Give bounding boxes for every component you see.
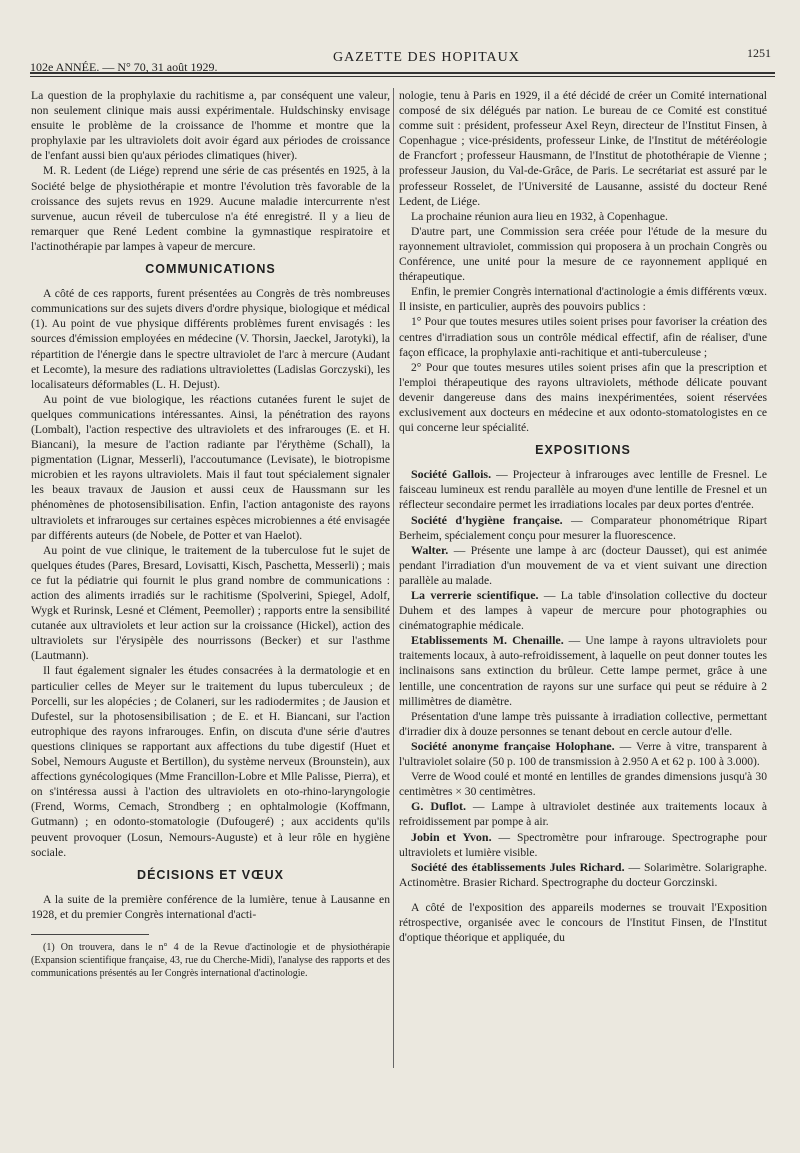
exhibit-entry: Etablissements M. Chenaille. — Une lampe à rayons ultraviolets pour traitements locaux, à auto-refroidissement, à laquelle on peut donner toutes les inclinaisons sans extinction du brûleur. Cette lampe permet, grâce à une lentille, une concentration de rayons sur une surface qui peut se réduire à 2 millimètres de diamètre. <box>399 633 767 708</box>
exhibit-entry: Walter. — Présente une lampe à arc (docteur Dausset), qui est animée pendant l'irradiation d'un mouvement de va et vient suivant une direction parallèle au malade. <box>399 542 767 587</box>
paragraph: A côté de ces rapports, furent présentées au Congrès de très nombreuses communications sur des sujets divers d'ordre physique, biologique et médical (1). Au point de vue physique différents problèmes furent envisagés : les sources d'émission employées en médecine (V. Thorsin, Jaeckel, Jarotyki), la répartition de l'énergie dans le spectre ultraviolet de l'arc à mercure (Audant et Lecomte), la mesure des radiations ultraviolettes (Ladislas Gorczyski), les localisateurs déformables (L. H. Dejust). <box>31 287 390 391</box>
section-heading-decisions: DÉCISIONS ET VŒUX <box>137 867 284 882</box>
right-column <box>399 88 767 945</box>
exhibitor-name: Société d'hygiène française. <box>411 512 563 527</box>
paragraph: Présentation d'une lampe très puissante à irradiation collective, permettant d'irradier dix à douze personnes se tenant debout en cercle autour d'elle. <box>399 709 767 738</box>
exhibit-entry: Société d'hygiène française. — Comparateur phonométrique Ripart Berheim, spécialement conçu pour mesurer la fluorescence. <box>399 512 767 542</box>
paragraph: La prochaine réunion aura lieu en 1932, à Copenhague. <box>411 209 668 223</box>
exhibit-entry: Société des établissements Jules Richard. — Solarimètre. Solarigraphe. Actinomètre. Brasier Richard. Spectrographe du docteur Gorczinski. <box>399 859 767 889</box>
exhibitor-name: Société anonyme française Holophane. <box>411 738 615 753</box>
section-heading-communications: COMMUNICATIONS <box>145 262 276 277</box>
page-header <box>30 42 775 74</box>
exhibitor-name: Walter. <box>411 542 449 557</box>
exhibit-entry: Jobin et Yvon. — Spectromètre pour infrarouge. Spectrographe pour ultraviolets et lumière visible. <box>399 829 768 859</box>
left-column <box>31 88 390 980</box>
exhibitor-name: La verrerie scientifique. <box>411 588 539 602</box>
exhibit-entry: Société Gallois. — Projecteur à infrarouges avec lentille de Fresnel. Le faisceau lumineux est rendu parallèle au moyen d'une lentille de Fresnel et un réflecteur secondaire permet les irradiations locales par deux portes d'entrée. <box>399 467 767 512</box>
paragraph: A la suite de la première conférence de la lumière, tenue à Lausanne en 1928, et du premier Congrès international d'acti- <box>31 892 390 921</box>
paragraph: La question de la prophylaxie du rachitisme a, par conséquent une valeur, non seulement clinique mais aussi expérimentale. Huldschinsky envisage ensuite le problème de la croissance de l'homme et montre que la prophylaxie par les ultraviolets doit avoir égard aux périodes de croissance de l'enfant aussi bien qu'aux périodes climatiques (hiver). <box>31 89 390 163</box>
paragraph: nologie, tenu à Paris en 1929, il a été décidé de créer un Comité international composé de six délégués par nation. Le bureau de ce Comité est constitué comme suit : président, professeur Axel Reyn, directeur de l'Institut Finsen, à Copenhague ; vice-présidents, professeur Linke, de l'Institut de météréologie de Francfort ; professeur Hausmann, de l'Institut de photothérapie de Vienne ; professeur Jausion, du Val-de-Grâce, de Paris. Le secrétariat est assuré par le professeur Rosselet, de l'Université de Lausanne, assisté du docteur René Ledent, de Liége. <box>399 89 767 208</box>
issue-info: 102e ANNÉE. — N° 70, 31 août 1929. <box>30 60 218 74</box>
journal-title: GAZETTE DES HOPITAUX <box>333 50 520 65</box>
exhibitor-name: Société Gallois. <box>411 467 492 482</box>
column-divider <box>393 88 394 1068</box>
exhibitor-name: G. Duflot. <box>411 799 467 814</box>
section-heading-expositions: EXPOSITIONS <box>535 443 631 458</box>
footnote: (1) On trouvera, dans le n° 4 de la Revue d'actinologie et de physiothérapie (Expansion scientifique française, 43, rue du Cherche-Midi), l'analyse des rapports et des communications présentés au Ier Congrès international d'actinologie. <box>31 941 390 979</box>
page-number: 1251 <box>747 46 771 60</box>
paragraph: Enfin, le premier Congrès international d'actinologie a émis différents vœux. Il insiste, en particulier, auprès des pouvoirs publics : <box>399 285 767 314</box>
paragraph: M. R. Ledent (de Liége) reprend une série de cas présentés en 1925, à la Société belge de physiothérapie et montre l'évolution très favorable de la croissance des sujets revus en 1929. Aucune maladie intercurrente n'est survenue, aucun réveil de tuberculose n'a été enregistré. Il y a lieu de remarquer que René Ledent combine la gymnastique respiratoire et l'actinothérapie par lampes à vapeur de mercure. <box>31 164 390 253</box>
paragraph: Il faut également signaler les études consacrées à la dermatologie et en particulier celles de Meyer sur le traitement du lupus tuberculeux ; de Porcelli, sur les alopécies ; de Colaneri, sur les radiodermites ; de Jausion et Dufestel, sur la photosensibilisation ; de E. et H. Biancani, sur l'action eutrophique des rayons infrarouges. Enfin, on discuta d'une série d'autres questions cliniques se rapportant aux affections du tube digestif (Huet et Sobel, Nemours Auguste et Bertillon), du système nerveux (Brounstein), aux affections gynécologiques (Mme Francillon-Lobre et Mlle Palisse, Pierra), et on s'intéressa aussi à l'action des ultraviolets en oto-rhino-laryngologie (Frend, Worms, Cemach, Strondberg ; en ophtalmologie (Koffmann, Gutmann) ; en odonto-stomatologie (Dufougeré) ; aux accidents qu'ils peuvent provoquer (Losun, Nemours-Auguste) et à leur rôle en hygiène sociale. <box>31 664 390 859</box>
paragraph: D'autre part, une Commission sera créée pour l'étude de la mesure du rayonnement ultraviolet, commission qui proposera à un prochain Congrès ou Conférence, une unité pour la mesure de ce rayonnement appliqué en thérapeutique. <box>399 224 767 284</box>
paragraph: Au point de vue biologique, les réactions cutanées furent le sujet de quelques communications intéressantes. Ainsi, la pénétration des rayons (Lombalt), l'action respective des ultraviolets et des infrarouges (E. et H. Biancani), la mesure de l'action radiante par l'érythème (Schall), la pigmentation (Lignar, Messerli), l'accoutumance (Levisate), le biotropisme microbien et les rayons ultraviolets. Mais il faut tout spécialement signaler les beaux travaux de Jausion et aussi ceux de Haussmann sur les phénomènes de photosensibilisation. Enfin, l'action antagoniste des rayons ultraviolets et infrarouges sur certaines espèces microbiennes a été envisagée par différents auteurs (de Nobele, de Potter et van Haelot). <box>31 392 390 542</box>
exhibitor-name: Etablissements M. Chenaille. <box>411 633 564 648</box>
footnote-rule <box>31 934 149 935</box>
exhibit-entry: La verrerie scientifique. — La table d'insolation collective du docteur Duhem et des lampes à vapeur de mercure pour photographies ou cinématographie médicale. <box>399 588 767 633</box>
exhibit-entry: Société anonyme française Holophane. — Verre à vitre, transparent à l'ultraviolet solaire (50 p. 100 de transmission à 2.950 A et 62 p. 100 à 3.000). <box>399 738 767 769</box>
paragraph: Au point de vue clinique, le traitement de la tuberculose fut le sujet de quelques études (Pares, Bresard, Lovisatti, Kisch, Paschetta, Messerli) ; mais ce fut la pédiatrie qui fournit le plus grand nombre de communications : action des aliments irradiés sur le rachitisme (Spolverini, Spiegel, Adolf, Wygk et Rurinsk, Lesné et Clément, Peemoller) ; rapports entre la sensibilité cutanée aux ultraviolets et leur action sur la croissance (Hickel), action des ultraviolets sur l'érysipèle des nourrissons (Becker) et sur l'asthme (Lautmann). <box>31 543 390 663</box>
exhibitor-name: Société des établissements Jules Richard. <box>411 859 625 874</box>
exhibit-entry: G. Duflot. — Lampe à ultraviolet destinée aux traitements locaux à refroidissement par pompe à air. <box>399 799 768 829</box>
exhibitor-name: Jobin et Yvon. <box>411 829 492 844</box>
paragraph: Verre de Wood coulé et monté en lentilles de grandes dimensions jusqu'à 30 centimètres × 30 centimètres. <box>399 770 767 799</box>
paragraph: 1° Pour que toutes mesures utiles soient prises pour favoriser la création des centres d'irradiation sous un contrôle médical effectif, afin de réaliser, d'une façon efficace, la prophylaxie anti-rachitique et anti-tuberculeuse ; <box>399 315 767 359</box>
paragraph: 2° Pour que toutes mesures utiles soient prises afin que la prescription et l'emploi thérapeutique des rayons ultraviolets, méthode délicate pouvant devenir dangereuse dans des mains inexpérimentées, soient réservées exclusivement aux docteurs en médecine et aux odonto-stomatologistes en ce qui concerne leur spécialité. <box>399 360 767 435</box>
paragraph: A côté de l'exposition des appareils modernes se trouvait l'Exposition rétrospective, organisée avec le concours de l'Institut Finsen, de l'Institut d'optique théorique et appliquée, du <box>399 900 767 945</box>
